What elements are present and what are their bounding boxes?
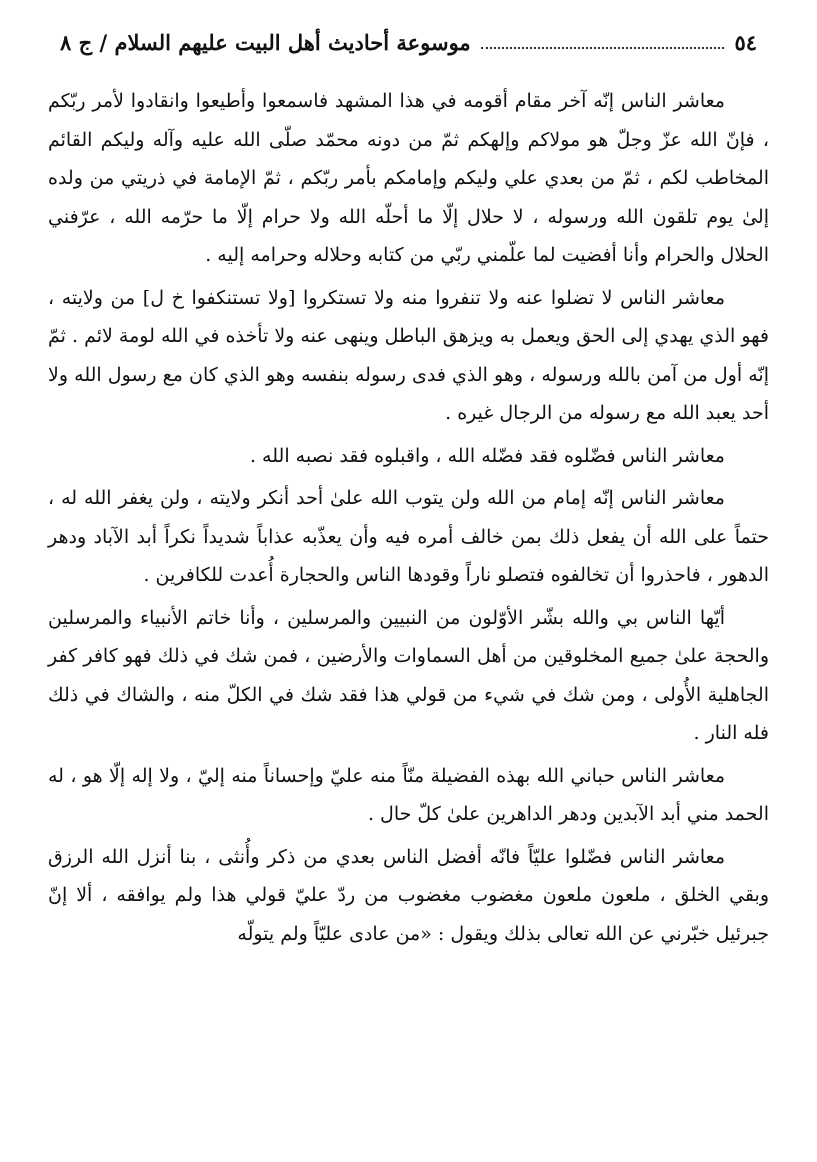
- paragraph-3: معاشر الناس فضّلوه فقد فضّله الله ، واقبلوه فقد نصبه الله .: [249, 444, 725, 467]
- page-number: ٥٤: [734, 29, 757, 55]
- header-dotted-leader: [481, 35, 725, 49]
- page-header: [60, 24, 757, 60]
- paragraph-4: معاشر الناس إنّه إمام من الله ولن يتوب الله علىٰ أحد أنكر ولايته ، ولن يغفر الله له ، حتماً على الله أن يفعل ذلك بمن خالف أمره فيه وأن يعذّبه عذاباً شديداً نكراً أبد الآباد ودهر الدهور ، فاحذروا أن تخالفوه فتصلو ناراً وقودها الناس والحجارة أُعدت للكافرين .: [48, 487, 769, 586]
- paragraph-2: معاشر الناس لا تضلوا عنه ولا تنفروا منه ولا تستكروا [ولا تستنكفوا خ ل] من ولايته ، فهو الذي يهدي إلى الحق ويعمل به ويزهق الباطل وينهى عنه ولا تأخذه في الله لومة لائم . ثمّ إنّه أول من آمن بالله ورسوله ، وهو الذي فدى رسوله بنفسه وهو الذي كان مع رسول الله ولا أحد يعبد الله مع رسوله من الرجال غيره .: [48, 286, 769, 424]
- book-title: موسوعة أحاديث أهل البيت عليهم السلام / ج ٨: [60, 29, 471, 55]
- paragraph-5: أيّها الناس بي والله بشّر الأوّلون من النبيين والمرسلين ، وأنا خاتم الأنبياء والمرسلين والحجة علىٰ جميع المخلوقين من أهل السماوات والأرضين ، فمن شك في ذلك فهو كافر كفر الجاهلية الأُولى ، ومن شك في شيء من قولي هذا فقد شك في الكلّ منه ، والشاك في ذلك فله النار .: [48, 606, 769, 744]
- page-body: [48, 82, 769, 957]
- paragraph-1: معاشر الناس إنّه آخر مقام أقومه في هذا المشهد فاسمعوا وأطيعوا وانقادوا لأمر ربّكم ، فإنّ الله عزّ وجلّ هو مولاكم وإلهكم ثمّ من دونه محمّد صلّى الله عليه وآله وليكم القائم المخاطب لكم ، ثمّ من بعدي علي وليكم وإمامكم بأمر ربّكم ، ثمّ الإمامة في ذريتي من ولده إلىٰ يوم تلقون الله ورسوله ، لا حلال إلّا ما أحلّه الله ولا حرام إلّا ما حرّمه الله ، عرّفني الحلال والحرام وأنا أفضيت لما علّمني ربّي من كتابه وحلاله وحرامه إليه .: [48, 90, 769, 266]
- paragraph-6: معاشر الناس حباني الله بهذه الفضيلة منّاً منه عليّ وإحساناً منه إليّ ، ولا إله إلّا هو ، له الحمد مني أبد الآبدين ودهر الداهرين علىٰ كلّ حال .: [48, 764, 769, 825]
- paragraph-7: معاشر الناس فضّلوا عليّاً فانّه أفضل الناس بعدي من ذكر وأُنثى ، بنا أنزل الله الرزق وبقي الخلق ، ملعون ملعون مغضوب مغضوب من ردّ عليّ قولي هذا ولم يوافقه ، ألا إنّ جبرئيل خبّرني عن الله تعالى بذلك ويقول : «من عادى عليّاً ولم يتولّه: [48, 845, 769, 945]
